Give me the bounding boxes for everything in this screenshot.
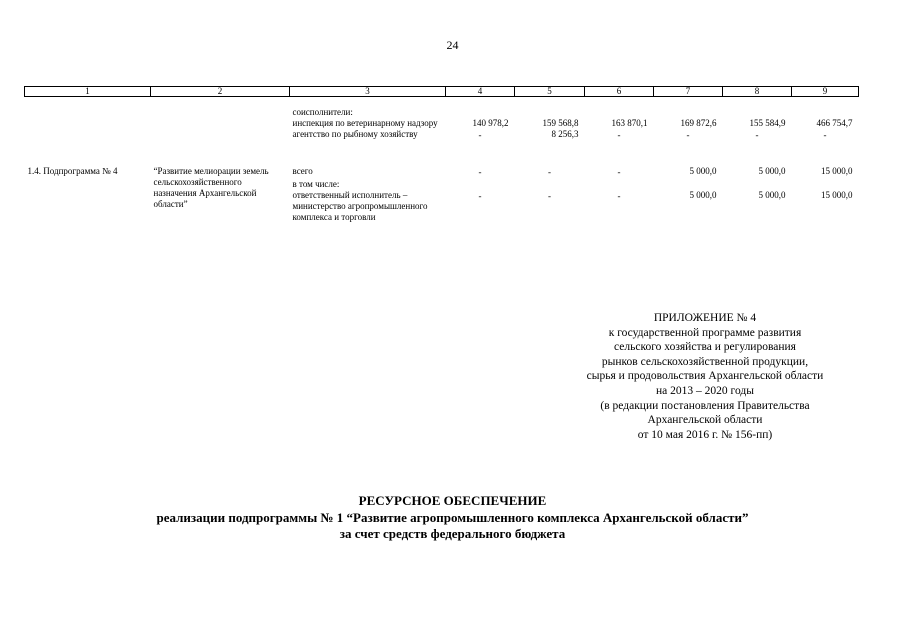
value-cell: -: [617, 166, 621, 177]
value-cell: 5 000,0: [689, 165, 717, 176]
title-line: за счет средств федерального бюджета: [339, 526, 566, 541]
value-cell: -: [548, 190, 551, 201]
value-cell: 140 978,2: [472, 117, 509, 128]
value-cell: [585, 107, 654, 118]
value-cell: -: [617, 129, 621, 140]
row-name-cell: [151, 129, 290, 142]
header-cell: 3: [290, 87, 446, 97]
value-cell: -: [617, 190, 621, 201]
value-cell: [654, 179, 723, 190]
row-executor-cell: всего: [292, 165, 313, 176]
appendix-line: от 10 мая 2016 г. № 156-пп): [637, 428, 773, 441]
value-cell: -: [478, 166, 482, 177]
value-cell: -: [755, 129, 759, 140]
table-row: [25, 129, 859, 142]
header-cell: 7: [654, 87, 723, 97]
value-cell: 169 872,6: [680, 117, 717, 128]
row-number-cell: 1.4. Подпрограмма № 4: [27, 165, 118, 176]
header-cell: 6: [585, 87, 654, 97]
value-cell: 5 000,0: [758, 189, 786, 200]
value-cell: [723, 107, 792, 118]
value-cell: -: [478, 129, 482, 140]
row-number-cell: [25, 107, 151, 118]
value-cell: [723, 179, 792, 190]
value-cell: 155 584,9: [749, 117, 786, 128]
value-cell: [515, 179, 585, 190]
appendix-line: на 2013 – 2020 годы: [656, 384, 754, 397]
table-row: [25, 107, 859, 118]
value-cell: -: [478, 190, 482, 201]
appendix-line: рынков сельскохозяйственной продукции,: [601, 355, 809, 368]
value-cell: -: [548, 166, 551, 177]
page-number: 24: [446, 38, 459, 52]
value-cell: 163 870,1: [611, 117, 648, 128]
row-executor-cell: инспекция по ветеринарному надзору: [292, 117, 438, 128]
value-cell: 5 000,0: [689, 189, 717, 200]
appendix-line: сырья и продовольствия Архангельской области: [586, 370, 824, 383]
appendix-line: Архангельской области: [647, 414, 763, 427]
value-cell: 159 568,8: [542, 117, 579, 128]
value-cell: [792, 107, 859, 118]
document-title: [0, 493, 905, 543]
header-cell: 8: [723, 87, 792, 97]
value-cell: [446, 107, 515, 118]
value-cell: 466 754,7: [816, 117, 853, 128]
value-cell: -: [686, 129, 690, 140]
value-cell: [792, 179, 859, 190]
value-cell: 5 000,0: [758, 165, 786, 176]
row-number-cell: [25, 118, 151, 129]
row-executor-cell: ответственный исполнитель – министерство агропромышленного комплекса и торговли: [292, 189, 428, 222]
title-line: РЕСУРСНОЕ ОБЕСПЕЧЕНИЕ: [358, 493, 547, 508]
row-number-cell: [25, 129, 151, 142]
table-row: [25, 118, 859, 129]
value-cell: [515, 107, 585, 118]
value-cell: 15 000,0: [821, 189, 853, 200]
header-cell: 4: [446, 87, 515, 97]
budget-table: [24, 86, 859, 223]
appendix-line: к государственной программе развития: [608, 326, 802, 339]
row-executor-cell: соисполнители:: [292, 106, 353, 117]
header-cell: 1: [25, 87, 151, 97]
row-name-cell: “Развитие мелиорации земель сельскохозяйственного назначения Архангельской области”: [153, 165, 269, 209]
appendix-line: ПРИЛОЖЕНИЕ № 4: [653, 312, 757, 324]
value-cell: [654, 107, 723, 118]
title-line: реализации подпрограммы № 1 “Развитие агропромышленного комплекса Архангельской области”: [156, 509, 749, 525]
header-cell: 2: [151, 87, 290, 97]
row-name-cell: [151, 118, 290, 129]
header-cell: 9: [792, 87, 859, 97]
appendix-line: (в редакции постановления Правительства: [600, 399, 810, 412]
appendix-line: сельского хозяйства и регулирования: [614, 341, 796, 354]
value-cell: 15 000,0: [821, 165, 853, 176]
value-cell: -: [823, 129, 827, 140]
header-cell: 5: [515, 87, 585, 97]
value-cell: [446, 179, 515, 190]
value-cell: 8 256,3: [551, 128, 579, 139]
row-executor-cell: агентство по рыбному хозяйству: [292, 128, 418, 139]
row-executor-cell: в том числе:: [292, 178, 340, 189]
table-row: [25, 166, 859, 179]
value-cell: [585, 179, 654, 190]
table-header-row: [25, 87, 859, 97]
row-name-cell: [151, 107, 290, 118]
appendix-header: [530, 311, 880, 442]
